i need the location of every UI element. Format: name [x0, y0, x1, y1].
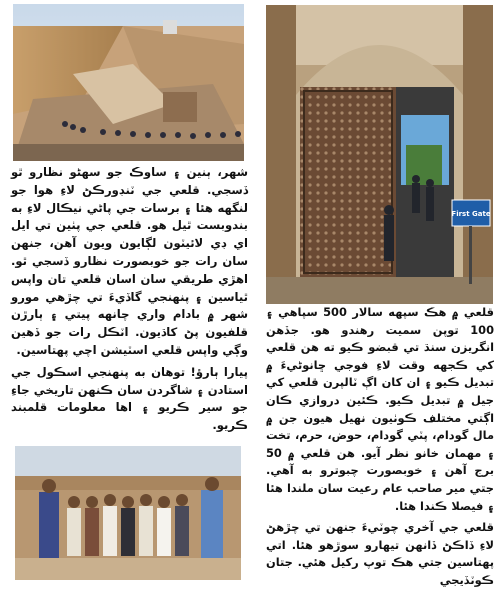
paragraph: پيارا ٻارؤ! توهان به پنهنجي اسڪول جي استادن ۽ شاگردن سان ڪنهن تاريخي جاءِ جو سير ڪريو ۽ اها معلومات قلمبند ڪريو. — [11, 364, 248, 433]
students-group-photo — [15, 446, 241, 580]
paragraph: قلعي جي آخري چوٽيءَ جنهن تي چڙهڻ لاءِ ڏاڪڻ ڏانهن تيهارو سوڙهو هئا. اتي پهتاسين جتي هڪ توپ رکيل هئي. جتان ڪوٽڏيجي — [266, 520, 494, 587]
fort-gate-photo — [266, 5, 493, 304]
paragraph: شهر، ٻنين ۽ ساوڪ جو سهڻو نظارو ٿو ڏسجي. قلعي جي ٽنڊورڪڻ لاءِ هوا جو لنگهه هئا ۽ برسات جي پاڻي نيڪال لاءِ به بندوبست ٿيل هو. قلعي جي پٺين تي ايل اي ڊي لائيٽون لڳايون ويون آهن، جنهن سان رات جو خوبصورت نظارو ڏسجي ٿو. اهڙي طريقي سان اسان قلعي تان واپس ٿياسين ۽ پنهنجي گاڏيءَ تي چڙهي مورو شهر ۾ بادام واري چانهه پيتي ۽ ٻارڙن قلفيون پڻ کاڌيون. اٽڪل رات جو ڏهين وڳي واپس قلعي اسٽيشن اچي پهتاسين. — [11, 165, 248, 357]
article-column-left — [11, 164, 248, 439]
paragraph: قلعي ۾ هڪ سپهه سالار 500 سپاهي ۽ 100 توپن سميت رهندو هو. جڏهن انگريزن سنڌ تي قبضو ڪيو ته هن قلعي کي ڪجهه وقت لاءِ فوجي ڇانوڻيءَ ۾ تبديل ڪيو ۽ ان کان اڳ ٽالپرن قلعي کي جيل ۾ تبديل ڪيو. ڪئين دروازي ڪان اڳتي مختلف ڪوٺيون نهيل هيون جن ۾ مال گودام، پٽي گودام، حوض، حرم، تخت ۽ مهمان خانو نظر آيو. هن قلعي ۾ 50 برج آهن ۽ خوبصورت چبوترو به آهي. جتي مير صاحب عام رعيت سان ملندا هئا ۽ فيصلا ڪندا هئا. — [266, 305, 494, 513]
article-column-right — [266, 304, 494, 594]
gate-sign-text: First Gate — [451, 210, 491, 218]
fort-wall-photo — [13, 4, 244, 161]
